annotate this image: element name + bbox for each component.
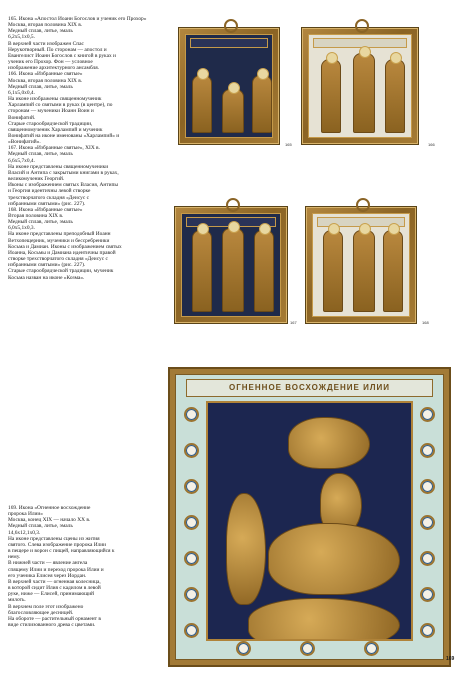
text-line: Медный сплав, литье, эмаль [8, 523, 73, 530]
hanging-loop-icon [224, 19, 238, 33]
rosette-ornament [184, 407, 199, 422]
text-line: священномученик Харлампий и мученик [8, 126, 103, 133]
rosette-ornament [420, 623, 435, 638]
text-line: Нерукотворный. По сторонам — апостол и [8, 46, 107, 53]
text-line: Косьма назван на иконе «Козма». [8, 274, 85, 281]
text-line: Старые старообрядческой традиции, [8, 120, 93, 127]
icon-166-figure-left [321, 59, 341, 133]
hanging-loop-icon [356, 198, 370, 212]
rosette-ornament [420, 515, 435, 530]
icon-167-caption: 167 [290, 320, 297, 325]
rosette-ornament [420, 443, 435, 458]
text-line: В верхней части изображен Спас [8, 40, 84, 47]
rosette-ornament [184, 515, 199, 530]
text-line: Косьма и Дамиан. Иконы с изображением святых [8, 243, 122, 250]
rosette-ornament [420, 479, 435, 494]
text-line: ученик его Прохор. Фон — условное [8, 59, 93, 66]
text-line: Медный сплав, литье, эмаль [8, 151, 73, 158]
elijah-in-cave-figure [226, 493, 266, 605]
text-line: святого. Слева изображение пророка Илии [8, 541, 107, 548]
text-line: 6,0х5,1х0,3. [8, 225, 35, 232]
text-line: его ученика Елисея через Иордан. [8, 572, 87, 579]
text-line: На иконе представлены священномученики [8, 163, 109, 170]
text-line: Медный сплав, литье, эмаль [8, 219, 73, 226]
hanging-loop-icon [355, 19, 369, 33]
icon-168-image [305, 206, 417, 324]
text-line: 167. Икона «Избранные святые», XIX в. [8, 145, 100, 152]
rosette-ornament [420, 407, 435, 422]
icon-165-top-band [190, 38, 268, 48]
text-line: виде стилизованного древа с цветами. [8, 621, 96, 628]
icon-166-figure-right [385, 59, 405, 133]
text-line: В нижней части — явление ангела [8, 560, 88, 567]
text-line: в которой сидит Илия с кадилом в левой [8, 585, 101, 592]
rosette-ornament [236, 641, 251, 656]
text-line: Вторая половина XIX в. [8, 213, 64, 219]
text-line: нему. [8, 554, 21, 561]
text-line: пророка Илии» [8, 511, 43, 518]
text-line: Медный сплав, литье, эмаль [8, 83, 73, 90]
icon-165-enamel-field [185, 34, 273, 138]
text-line: 6,6х5,7х0,4. [8, 157, 35, 164]
text-line: 14,6х12,1х0,3. [8, 529, 41, 536]
text-line: и Георгия идентичны левой створке [8, 188, 91, 195]
text-line: благословляющее десницей. [8, 609, 74, 616]
text-line: Власий и Антипа с закрытыми книгами в руках, [8, 169, 119, 176]
icon-169-caption: 169 [446, 656, 455, 662]
icon-167-image [174, 206, 288, 324]
icon-168-enamel-field [312, 213, 410, 317]
text-line: В верхней части — огненная колесница, [8, 578, 101, 585]
catalog-text-top [8, 16, 168, 281]
text-line: На обороте — растительный орнамент в [8, 615, 101, 622]
rosette-ornament [184, 587, 199, 602]
text-line: Вонифатий. [8, 114, 36, 121]
sleeping-elijah-angel-scene [248, 598, 400, 641]
rosette-ornament [184, 443, 199, 458]
text-line: Ветхопещерник, мученики и бессребреники [8, 237, 110, 244]
rosette-ornament [300, 641, 315, 656]
icon-168-figure-right [383, 230, 403, 312]
text-line: Харлампий со святыми в руках (в центре), по [8, 102, 113, 109]
text-line: изображение архитектурного ансамбля. [8, 65, 100, 72]
text-line: спящему Илии и переход пророка Илии и [8, 566, 104, 573]
text-line: «Вонифатий». [8, 139, 41, 146]
icon-166-image [301, 27, 419, 145]
text-line: Старые старообрядческой традиции, мученик [8, 268, 114, 275]
text-line: створке трехстворчатого складня «Деисус с [8, 256, 108, 263]
text-line: Медный сплав, литье, эмаль [8, 28, 73, 35]
icon-167-figure-right [254, 230, 274, 312]
text-line: великомученик Георгий. [8, 176, 65, 183]
text-line: 169. Икона «Огненное восхождение [8, 505, 91, 511]
text-line: избранными святыми» (рис. 227). [8, 200, 86, 207]
icon-167-figure-left [192, 230, 212, 312]
icon-168-caption: 168 [422, 320, 429, 325]
text-line: На иконе представлены сцены из жития [8, 535, 100, 542]
text-line: Вонифатий на иконе именованы «Харлампий» и [8, 132, 120, 139]
text-line: 168. Икона «Избранные святые» [8, 206, 83, 213]
icon-165-figure-center [222, 89, 244, 133]
icon-168-figure-center [353, 230, 375, 312]
text-line: Москва, вторая половина XIX в. [8, 22, 83, 29]
rosette-ornament [420, 551, 435, 566]
text-line: сторонам — мученики Иоанн Воин и [8, 108, 94, 115]
icon-165-figure-right [252, 75, 272, 133]
rosette-ornament [184, 479, 199, 494]
text-line: В верхнем поле этот изображено [8, 603, 84, 610]
icon-167-figure-center [222, 228, 244, 312]
rosette-ornament [184, 623, 199, 638]
icon-168-figure-left [323, 230, 343, 312]
rosette-ornament [420, 587, 435, 602]
text-line: Москва, конец XIX — начало XX в. [8, 517, 91, 524]
text-line: 6,2х5,1х0,5. [8, 34, 35, 41]
text-line: 166. Икона «Избранные святые» [8, 71, 83, 78]
text-line: руке, ниже — Елисей, принимающий [8, 591, 95, 598]
icon-166-figure-center [353, 53, 375, 133]
icon-165-figure-left [192, 75, 212, 133]
text-line: На иконе изображены священномученик [8, 96, 102, 103]
rock-landscape [268, 523, 400, 595]
text-line: На иконе представлены преподобный Иоанн [8, 231, 111, 238]
icon-169-inscription: ОГНЕННОЕ ВОСХОЖДЕНИЕ ИЛИИ [186, 379, 433, 397]
text-line: Иоанна, Косьмы и Дамиана идентичны правой [8, 249, 116, 256]
icon-165-caption: 165 [285, 142, 292, 147]
icon-166-top-band [313, 38, 407, 48]
fiery-chariot-scene [288, 417, 370, 469]
icon-165-image [178, 27, 280, 145]
text-line: Иконы с изображением святых Власия, Антипы [8, 182, 119, 189]
icon-169-central-scene [206, 401, 413, 641]
text-line: 6,1х5,0х0,4. [8, 89, 35, 96]
icon-169-enamel-border [175, 374, 444, 660]
text-line: в пещере и ворон с пищей, направляющийся к [8, 548, 115, 555]
text-line: милоть. [8, 597, 26, 604]
rosette-ornament [184, 551, 199, 566]
text-line: Евангелист Иоанн Богослов с книгой в руках и [8, 52, 116, 59]
hanging-loop-icon [226, 198, 240, 212]
rosette-ornament [364, 641, 379, 656]
icon-166-enamel-field [308, 34, 412, 138]
icon-167-enamel-field [181, 213, 281, 317]
text-line: 165. Икона «Апостол Иоанн Богослов и ученик его Прохор» [8, 16, 147, 22]
icon-169-image [168, 367, 451, 667]
text-line: избранными святыми» (рис. 227). [8, 262, 86, 269]
icon-166-caption: 166 [428, 142, 435, 147]
text-line: трехстворчатого складня «Деисус с [8, 194, 89, 201]
text-line: Москва, вторая половина XIX в. [8, 77, 83, 84]
catalog-text-bottom [8, 505, 158, 628]
